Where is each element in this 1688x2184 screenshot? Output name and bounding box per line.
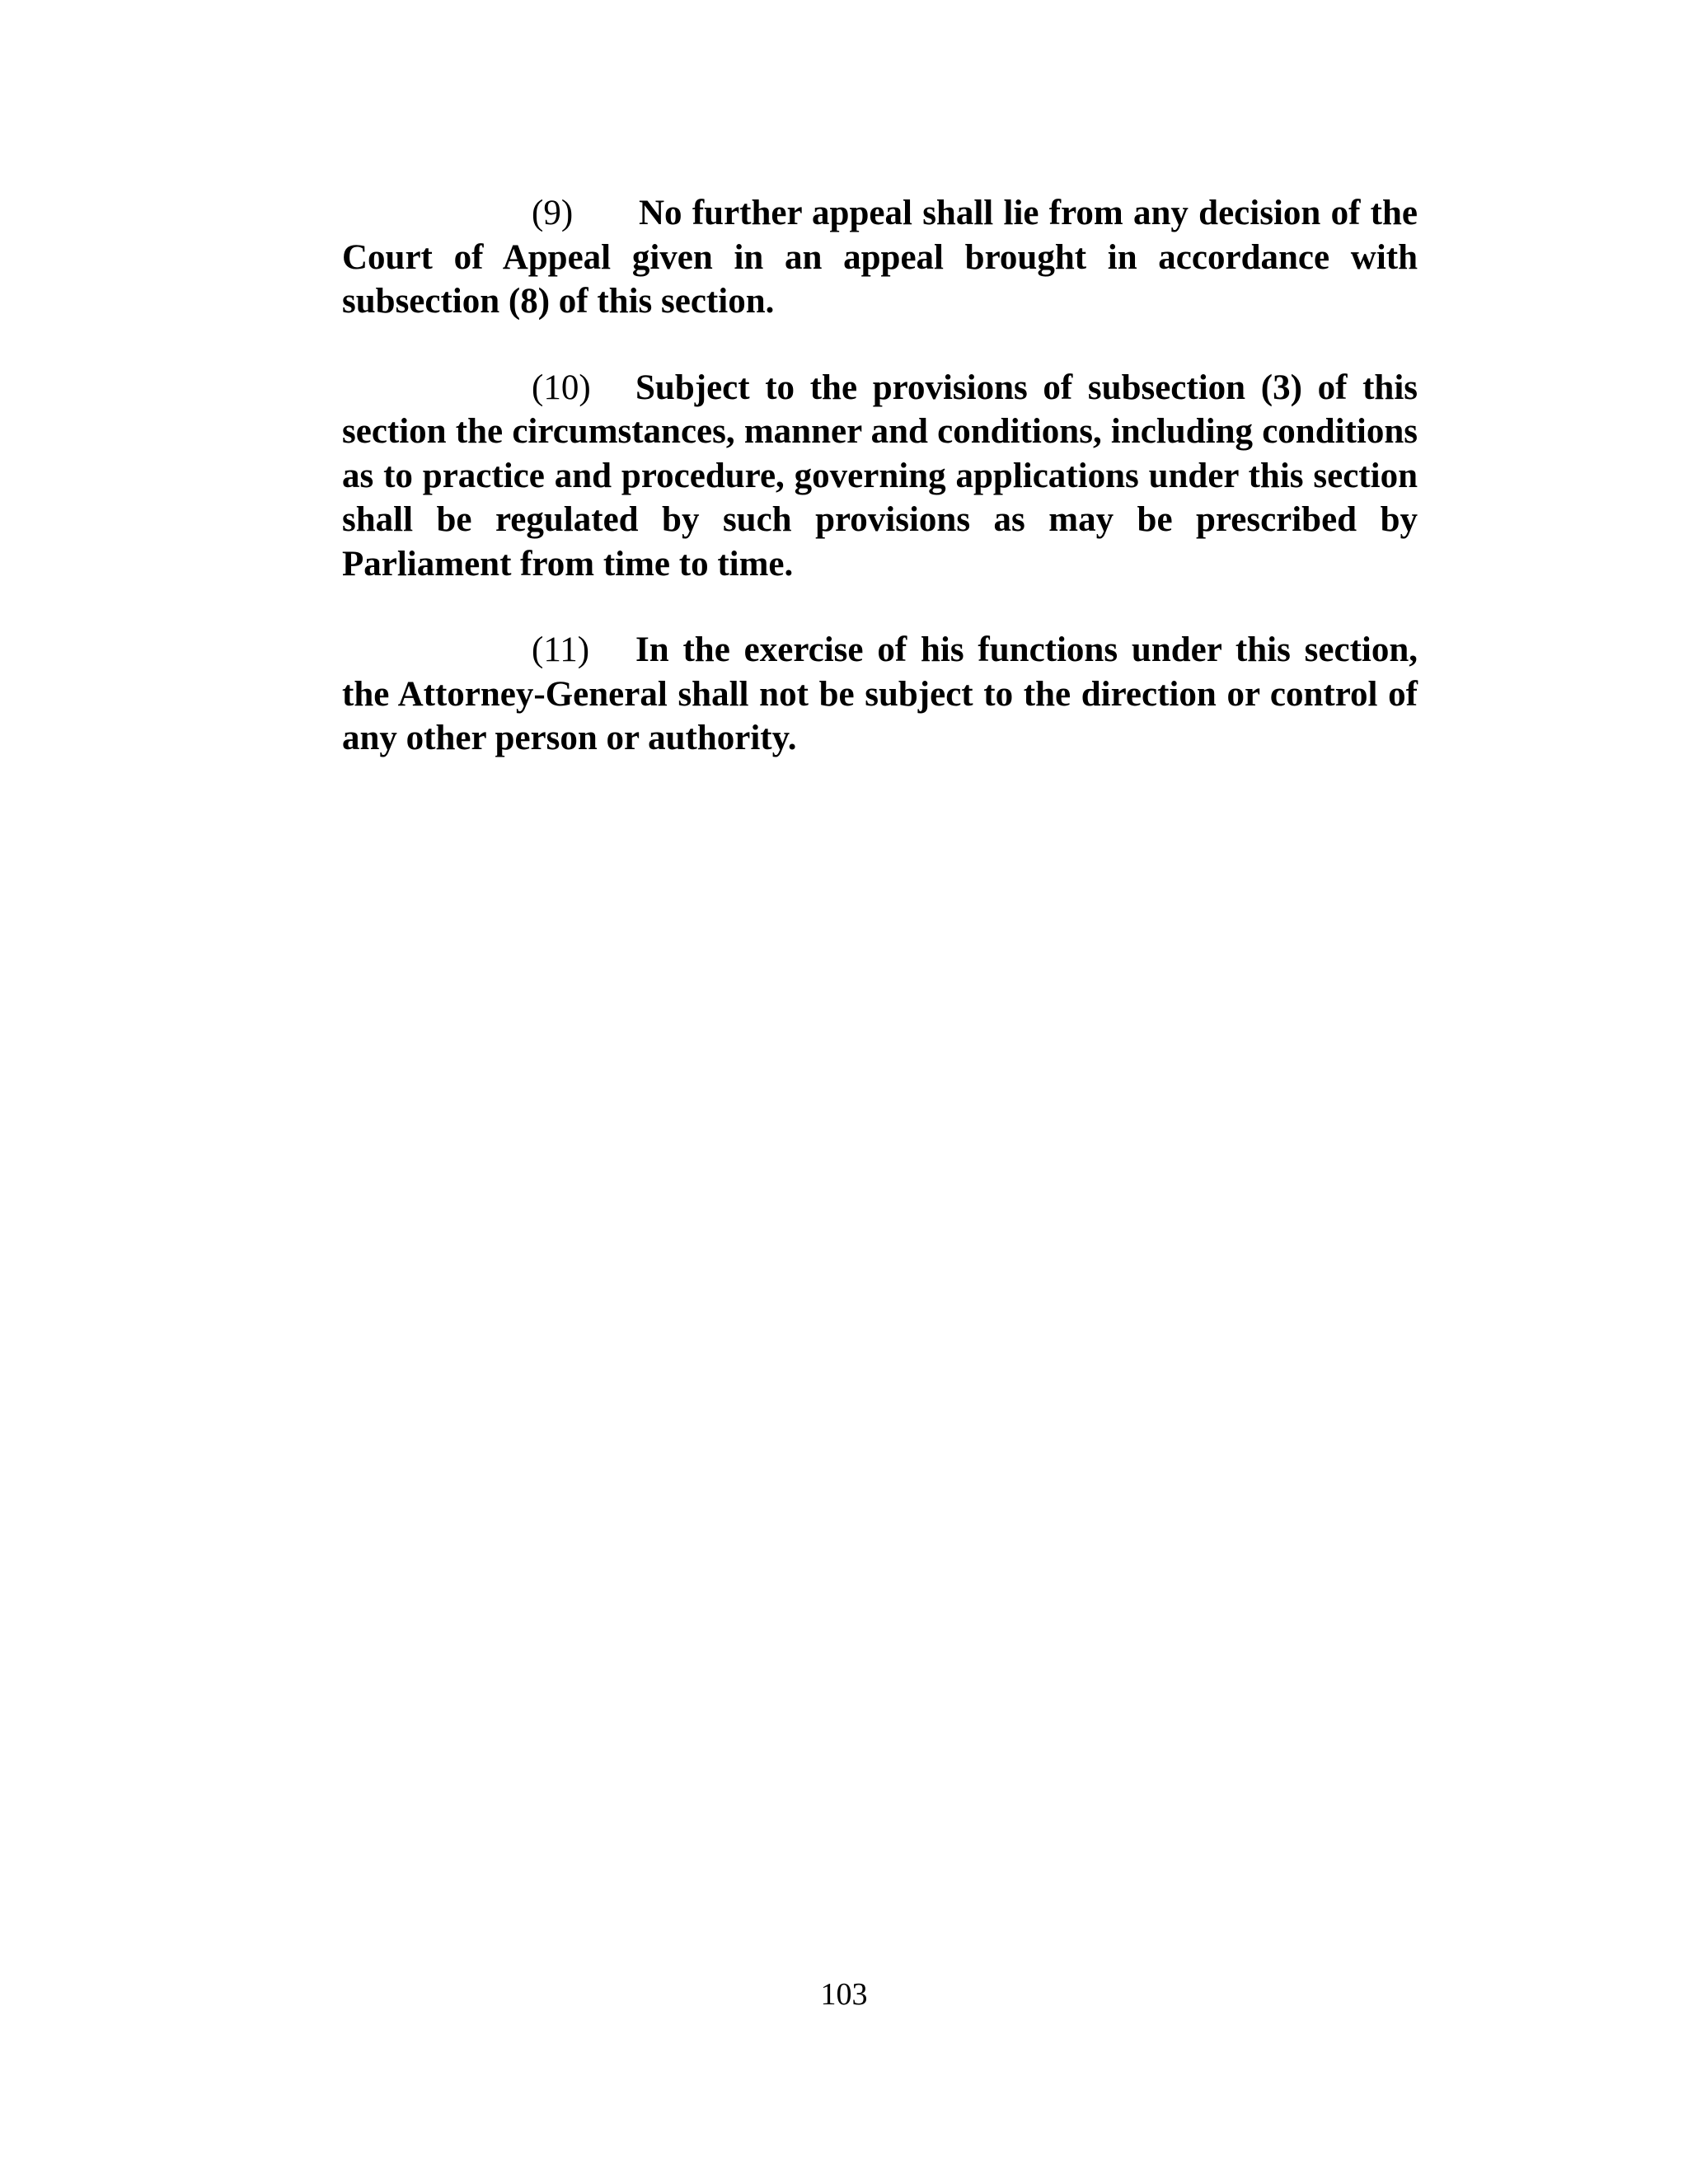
subsection-text: No further appeal shall lie from any decision of the Court of Appeal given in an appeal brought in accordance with subsection (8) of this section. bbox=[342, 194, 1418, 321]
document-body bbox=[342, 191, 1418, 803]
subsection-number: (9) bbox=[532, 194, 574, 232]
subsection-number: (10) bbox=[532, 368, 591, 407]
subsection-11 bbox=[342, 628, 1418, 761]
subsection-text: Subject to the provisions of subsection (3) of this section the circumstances, manner and conditions, including conditions as to practice and procedure, governing applications under this section shall be regulated by such provisions as may be prescribed by Parliament from time to time. bbox=[342, 368, 1418, 583]
page-number: 103 bbox=[820, 1977, 868, 2012]
subsection-10 bbox=[342, 366, 1418, 587]
subsection-text: In the exercise of his functions under this section, the Attorney-General shall not be subject to the direction or control of any other person or authority. bbox=[342, 630, 1418, 757]
subsection-9 bbox=[342, 191, 1418, 324]
subsection-number: (11) bbox=[532, 630, 590, 669]
